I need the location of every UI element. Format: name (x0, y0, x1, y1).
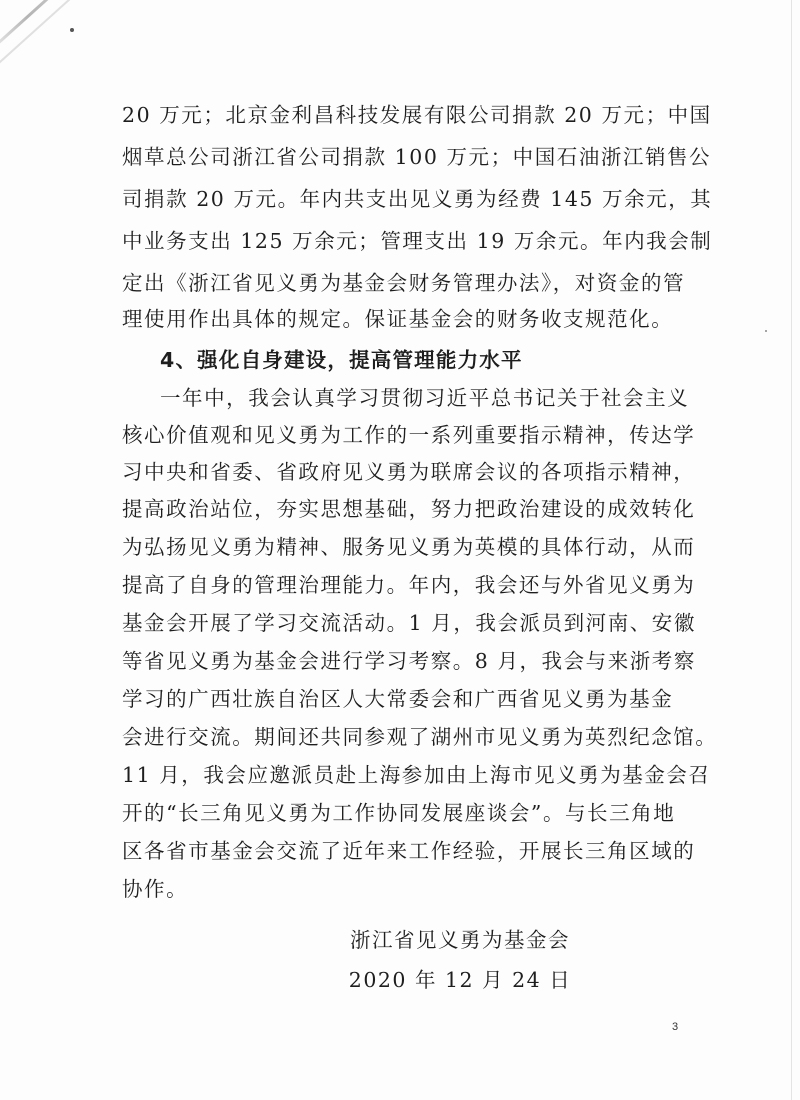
paragraph-line: 学习的广西壮族自治区人大常委会和广西省见义勇为基金 (122, 687, 674, 711)
body-line: 20 万元；北京金利昌科技发展有限公司捐款 20 万元；中国 (122, 103, 712, 127)
section-heading: 4、强化自身建设，提高管理能力水平 (160, 348, 523, 372)
paragraph-line: 为弘扬见义勇为精神、服务见义勇为英模的具体行动，从而 (122, 535, 696, 559)
paragraph-line: 基金会开展了学习交流活动。1 月，我会派员到河南、安徽 (122, 611, 696, 635)
body-line: 烟草总公司浙江省公司捐款 100 万元；中国石油浙江销售公 (122, 145, 712, 169)
scan-speck (765, 330, 767, 332)
page-edge (791, 0, 792, 1100)
paper-fold-mark (0, 0, 120, 120)
paragraph-line: 协作。 (122, 877, 189, 901)
scan-speck (70, 28, 74, 32)
paragraph-line: 一年中，我会认真学习贯彻习近平总书记关于社会主义 (160, 386, 690, 410)
body-line: 定出《浙江省见义勇为基金会财务管理办法》，对资金的管 (122, 271, 686, 295)
page-number: 3 (672, 1021, 679, 1033)
body-line: 中业务支出 125 万余元；管理支出 19 万余元。年内我会制 (122, 229, 713, 253)
paragraph-line: 提高政治站位，夯实思想基础，努力把政治建设的成效转化 (122, 497, 696, 521)
signature-organization: 浙江省见义勇为基金会 (350, 928, 570, 952)
body-line: 司捐款 20 万元。年内共支出见义勇为经费 145 万余元，其 (122, 187, 713, 211)
paragraph-line: 等省见义勇为基金会进行学习考察。8 月，我会与来浙考察 (122, 649, 696, 673)
paragraph-line: 会进行交流。期间还共同参观了湖州市见义勇为英烈纪念馆。 (122, 725, 718, 749)
paragraph-line: 提高了自身的管理治理能力。年内，我会还与外省见义勇为 (122, 573, 696, 597)
paragraph-line: 区各省市基金会交流了近年来工作经验，开展长三角区域的 (122, 839, 696, 863)
paragraph-line: 开的“长三角见义勇为工作协同发展座谈会”。与长三角地 (122, 801, 676, 825)
paragraph-line: 核心价值观和见义勇为工作的一系列重要指示精神，传达学 (122, 423, 696, 447)
paragraph-line: 11 月，我会应邀派员赴上海参加由上海市见义勇为基金会召 (122, 763, 711, 787)
body-line: 理使用作出具体的规定。保证基金会的财务收支规范化。 (122, 307, 674, 331)
signature-date: 2020 年 12 月 24 日 (348, 968, 572, 992)
paragraph-line: 习中央和省委、省政府见义勇为联席会议的各项指示精神， (122, 460, 696, 484)
